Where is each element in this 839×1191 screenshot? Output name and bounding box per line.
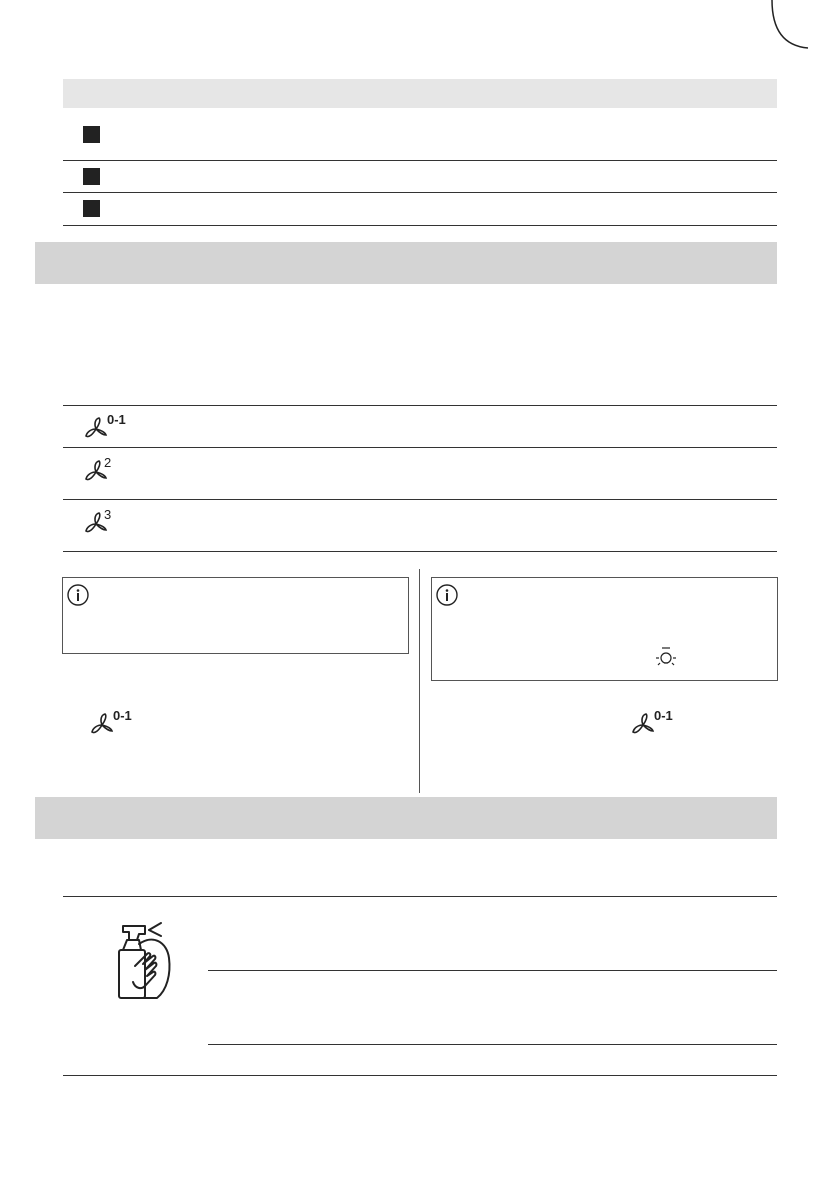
table-row-divider xyxy=(63,405,777,406)
fan-icon xyxy=(90,712,114,736)
info-icon xyxy=(436,584,458,606)
fan-speed-01-inline-icon-right xyxy=(631,708,691,738)
table-header-band xyxy=(63,79,777,108)
section-heading-band xyxy=(35,797,777,839)
fan-speed-2-row-icon xyxy=(84,455,144,485)
table-row-divider xyxy=(63,551,777,552)
spray-and-cloth-cleaning-icon xyxy=(109,920,173,1000)
fan-speed-label: 0-1 xyxy=(107,412,126,427)
table-row-divider xyxy=(63,160,777,161)
table-row-divider xyxy=(208,970,777,971)
page-corner-mark xyxy=(770,0,810,60)
fan-speed-label: 2 xyxy=(104,455,112,470)
fan-speed-label: 0-1 xyxy=(113,708,132,723)
black-square-marker-icon xyxy=(83,126,100,143)
info-note-box-right xyxy=(431,577,778,681)
fan-speed-3-row-icon xyxy=(84,507,144,537)
black-square-marker-icon xyxy=(83,200,100,217)
fan-speed-01-row-icon xyxy=(84,412,144,442)
fan-icon xyxy=(84,416,108,440)
fan-icon xyxy=(631,712,655,736)
table-row-divider xyxy=(63,225,777,226)
section-heading-band xyxy=(35,242,777,284)
table-row-divider xyxy=(63,447,777,448)
column-divider xyxy=(419,569,420,793)
fan-speed-label: 3 xyxy=(104,507,112,522)
fan-speed-01-inline-icon-left xyxy=(90,708,150,738)
table-row-divider xyxy=(208,1044,777,1045)
black-square-marker-icon xyxy=(83,168,100,185)
fan-speed-label: 0-1 xyxy=(654,708,673,723)
table-row-divider xyxy=(63,499,777,500)
light-bulb-icon xyxy=(654,646,678,670)
table-row-divider xyxy=(63,192,777,193)
info-icon xyxy=(67,584,89,606)
table-row-divider xyxy=(63,1075,777,1076)
table-row-divider xyxy=(63,896,777,897)
info-note-box-left xyxy=(62,577,409,654)
